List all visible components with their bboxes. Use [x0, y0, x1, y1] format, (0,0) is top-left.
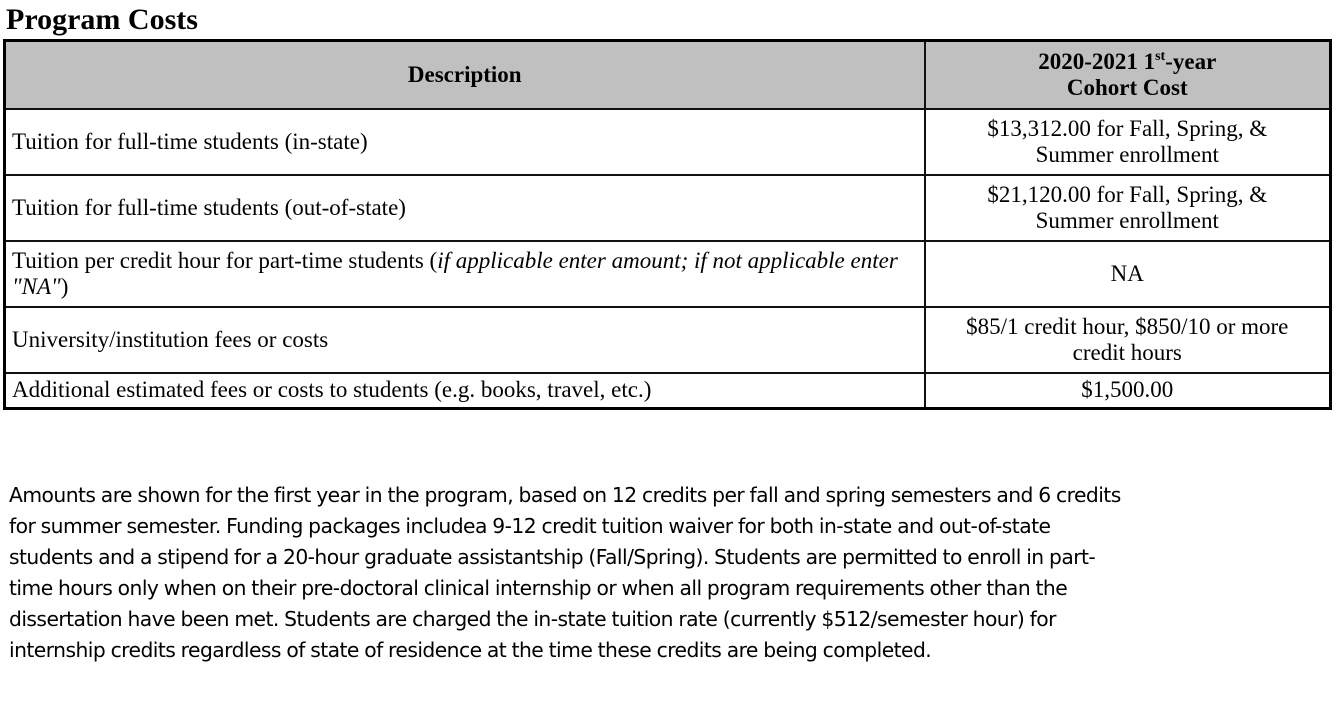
cost-line1: $21,120.00 for Fall, Spring, & — [987, 182, 1268, 207]
row-description — [5, 241, 925, 307]
description-italic-instruction: if applicable enter amount; if not applicable enter "NA" — [12, 248, 898, 299]
row-description: Tuition for full-time students (in-state) — [5, 109, 925, 175]
table-row — [5, 109, 1331, 175]
table-row — [5, 373, 1331, 408]
cost-line2: credit hours — [1072, 340, 1182, 365]
cost-line1: NA — [1110, 261, 1144, 286]
header-cost-superscript: st — [1155, 49, 1166, 64]
section-title: Program Costs — [6, 3, 198, 36]
header-cohort-cost — [925, 41, 1331, 110]
cost-line1: $1,500.00 — [1081, 377, 1174, 403]
cost-line2: Summer enrollment — [1035, 142, 1219, 167]
note-line: internship credits regardless of state of residence at the time these credits are being completed. — [9, 638, 932, 662]
description-text: Tuition per credit hour for part-time students ( — [12, 248, 438, 273]
program-costs-table — [3, 39, 1332, 410]
row-cost — [925, 373, 1331, 408]
header-cost-line2: Cohort Cost — [1066, 75, 1188, 100]
note-line: Amounts are shown for the first year in the program, based on 12 credits per fall and spring semesters and 6 credits — [9, 483, 1121, 507]
table-row — [5, 241, 1331, 307]
row-cost — [925, 241, 1331, 307]
explanatory-note — [9, 480, 1339, 666]
row-description: Tuition for full-time students (out-of-state) — [5, 175, 925, 241]
description-text-end: ) — [60, 274, 69, 299]
cost-line1: $85/1 credit hour, $850/10 or more — [966, 314, 1289, 339]
note-line: for summer semester. Funding packages includea 9-12 credit tuition waiver for both in-state and out-of-state — [9, 514, 1051, 538]
table-header-row — [5, 41, 1331, 110]
row-cost — [925, 307, 1331, 373]
row-description: University/institution fees or costs — [5, 307, 925, 373]
row-description: Additional estimated fees or costs to students (e.g. books, travel, etc.) — [5, 373, 925, 408]
note-line: time hours only when on their pre-doctoral clinical internship or when all program requirements other than the — [9, 576, 1068, 600]
header-description: Description — [5, 41, 925, 110]
header-cost-prefix: 2020-2021 1 — [1038, 49, 1156, 74]
note-line: students and a stipend for a 20-hour graduate assistantship (Fall/Spring). Students are permitted to enroll in part- — [9, 545, 1096, 569]
table-row — [5, 175, 1331, 241]
table-row — [5, 307, 1331, 373]
cost-line2: Summer enrollment — [1035, 208, 1219, 233]
note-line: dissertation have been met. Students are charged the in-state tuition rate (currently $512/semester hour) for — [9, 607, 1056, 631]
header-cost-suffix: -year — [1165, 49, 1217, 74]
row-cost — [925, 109, 1331, 175]
row-cost — [925, 175, 1331, 241]
cost-line1: $13,312.00 for Fall, Spring, & — [987, 116, 1268, 141]
